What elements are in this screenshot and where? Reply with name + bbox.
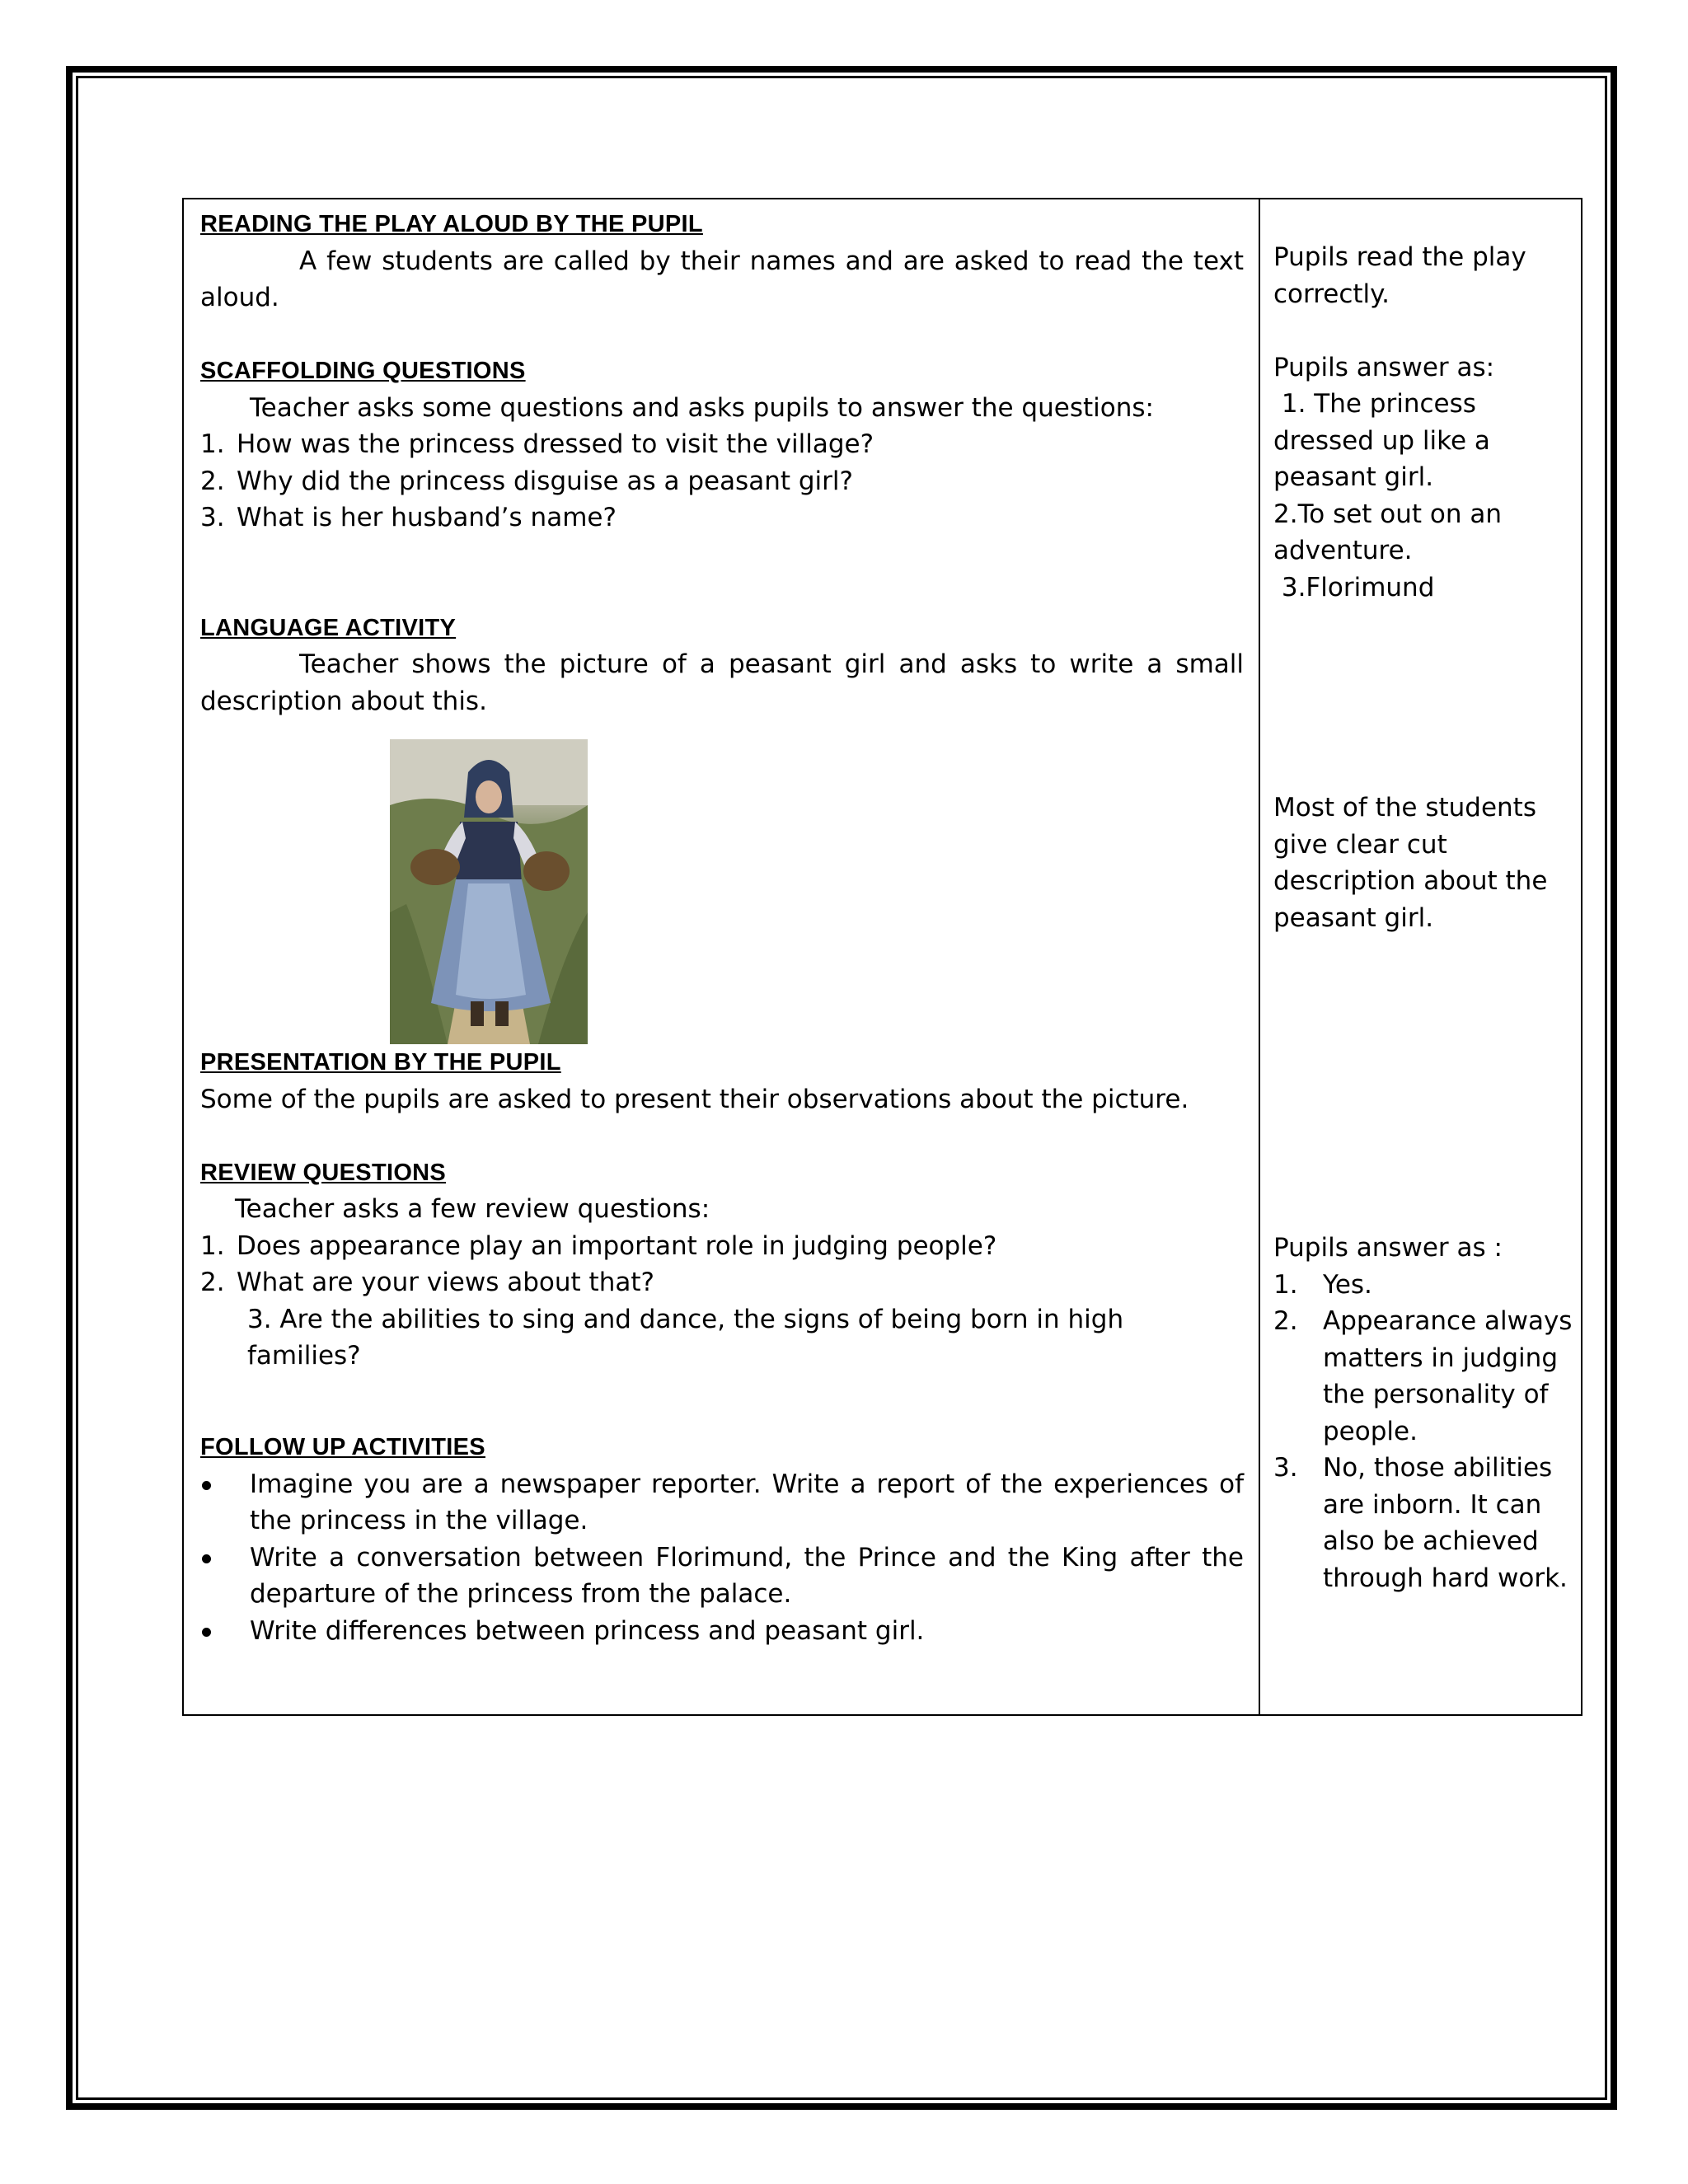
peasant-girl-painting-icon (390, 739, 588, 1044)
list-item: 2. What are your views about that? (200, 1268, 654, 1297)
review-intro: Teacher asks a few review questions: (235, 1194, 710, 1224)
scaffolding-question-list (200, 426, 1244, 537)
scaffolding-answer-3: 3.Florimund (1273, 572, 1435, 602)
review-question-list (200, 1228, 1244, 1301)
scaffolding-answer-1: 1. The princess dressed up like a peasant girl. (1273, 389, 1498, 492)
review-response-intro: Pupils answer as : (1273, 1233, 1503, 1263)
list-item: Imagine you are a newspaper reporter. Write a report of the experiences of the princess in the village. (200, 1466, 1244, 1540)
reading-text: A few students are called by their names and are asked to read the text aloud. (200, 246, 1244, 312)
reading-heading: READING THE PLAY ALOUD BY THE PUPIL (200, 211, 703, 237)
list-item: 2. Appearance always matters in judging the personality of people. (1273, 1306, 1573, 1446)
scaffolding-heading: SCAFFOLDING QUESTIONS (200, 358, 526, 384)
bullet-icon (202, 1481, 211, 1490)
scaffolding-intro: Teacher asks some questions and asks pupils to answer the questions: (250, 392, 1154, 423)
list-item: 3. No, those abilities are inborn. It can also be achieved through hard work. (1273, 1453, 1568, 1593)
lesson-plan-table (182, 198, 1582, 1716)
bullet-icon (202, 1628, 211, 1637)
language-activity-heading: LANGUAGE ACTIVITY (200, 614, 457, 641)
list-item: Write a conversation between Florimund, the Prince and the King after the departure of the princess from the palace. (200, 1540, 1244, 1613)
review-heading: REVIEW QUESTIONS (200, 1159, 447, 1186)
teacher-activity-column (184, 199, 1260, 1714)
pupil-response-column (1260, 199, 1581, 1714)
presentation-heading: PRESENTATION BY THE PUPIL (200, 1049, 561, 1076)
bullet-icon (202, 1554, 211, 1563)
scaffolding-answer-2: 2.To set out on an adventure. (1273, 499, 1503, 565)
list-item: 1. Does appearance play an important role in judging people? (200, 1230, 997, 1261)
list-item: 2. Why did the princess disguise as a peasant girl? (200, 466, 853, 496)
review-answer-list (1273, 1267, 1573, 1597)
scaffolding-response-intro: Pupils answer as: (1273, 352, 1495, 382)
peasant-girl-picture (390, 739, 588, 1044)
follow-up-heading: FOLLOW UP ACTIVITIES (200, 1434, 485, 1460)
language-activity-text: Teacher shows the picture of a peasant girl and asks to write a small description about this. (200, 649, 1244, 716)
presentation-text: Some of the pupils are asked to present their observations about the picture. (200, 1084, 1189, 1114)
list-item: 1. Yes. (1273, 1269, 1372, 1300)
follow-up-list (200, 1466, 1244, 1650)
review-question-3: 3. Are the abilities to sing and dance, the signs of being born in high families? (247, 1304, 1124, 1371)
list-item: 3. What is her husband’s name? (200, 503, 617, 532)
reading-response: Pupils read the play correctly. (1273, 242, 1526, 309)
language-activity-response: Most of the students give clear cut description about the peasant girl. (1273, 793, 1548, 933)
list-item: Write differences between princess and peasant girl. (200, 1613, 1244, 1650)
list-item: 1. How was the princess dressed to visit the village? (200, 429, 874, 459)
